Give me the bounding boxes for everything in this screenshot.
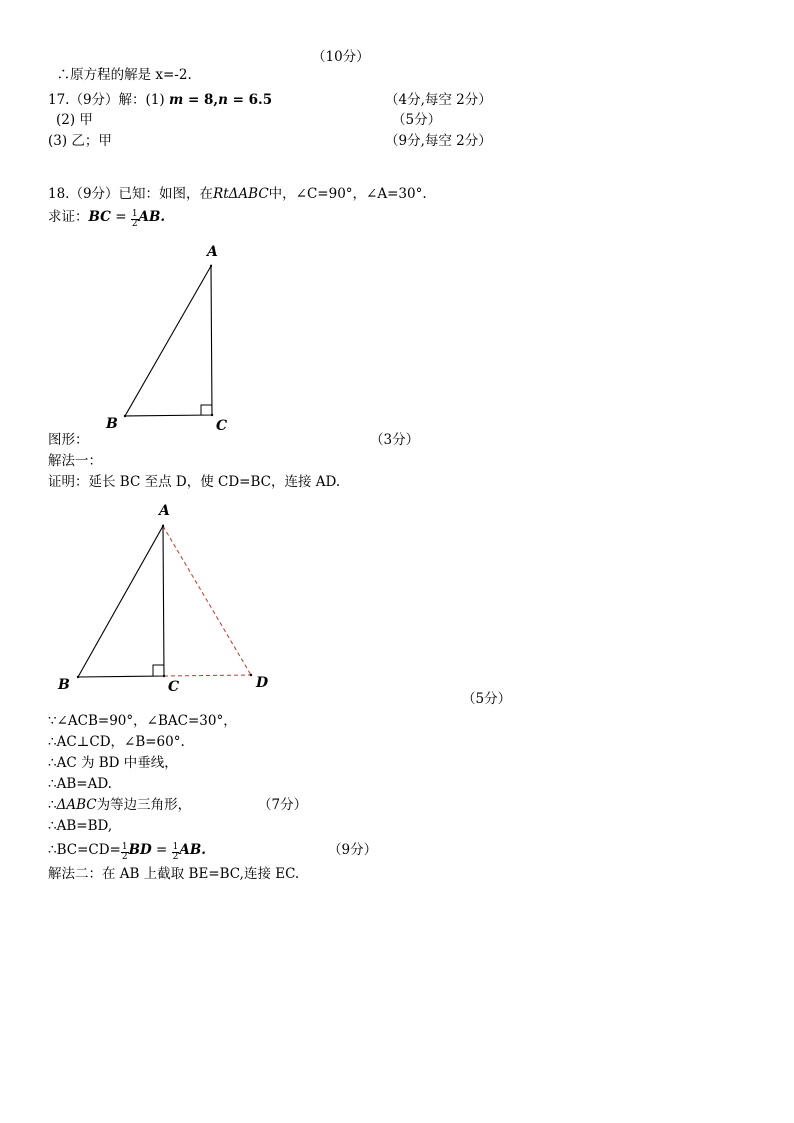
right-angle-mark-2 — [153, 665, 164, 676]
proof-line-3: ∴AC 为 BD 中垂线， — [48, 755, 178, 771]
q18-prove: 求证：BC = $\frac{1}{2}$ AB. — [48, 209, 166, 229]
proof-line-2: ∴AC⊥CD，∠B=60°. — [48, 734, 185, 750]
q17-answer: 17.（9分）解：(1) m = 8,n = 6.5 — [48, 92, 273, 108]
label-a-2: A — [159, 503, 170, 519]
dashed-cd — [164, 675, 251, 676]
proof-line-4: ∴AB=AD. — [48, 776, 112, 792]
score-9: （9分） — [328, 842, 378, 858]
dashed-ad — [163, 526, 251, 675]
figure-label: 图形： — [48, 432, 89, 448]
label-b: B — [106, 416, 118, 432]
q17-score-1: （4分,每空 2分） — [385, 92, 492, 108]
vertex-c-2 — [163, 675, 165, 677]
q18-given: 18.（9分）已知：如图，在RtΔABC中，∠C=90°，∠A=30°. — [48, 186, 427, 202]
figure-score: （3分） — [370, 432, 420, 448]
vertex-a-2 — [162, 525, 164, 527]
score-10: （10分） — [312, 49, 370, 65]
triangle-abc-2 — [78, 526, 164, 677]
label-c-2: C — [168, 679, 180, 695]
proof-line-6: ∴AB=BD, — [48, 818, 113, 834]
proof-construction: 证明：延长 BC 至点 D，使 CD=BC，连接 AD. — [48, 474, 341, 490]
proof-line-7: ∴BC=CD= $\frac{1}{2}$ BD = $\frac{1}{2}$ AB. — [48, 842, 206, 862]
label-c: C — [216, 418, 228, 434]
q17-part3: (3) 乙；甲 — [48, 133, 112, 149]
proof-line-5: ∴ΔABC为等边三角形， — [48, 797, 192, 813]
q17-part2: (2) 甲 — [56, 112, 93, 128]
figure2-score: （5分） — [462, 691, 512, 707]
label-a: A — [207, 244, 218, 260]
method-two: 解法二：在 AB 上截取 BE=BC,连接 EC. — [48, 866, 300, 882]
label-b-2: B — [58, 677, 70, 693]
fraction-half: $\frac{1}{2}$ — [131, 209, 138, 229]
score-7: （7分） — [258, 797, 308, 813]
label-d-2: D — [256, 675, 269, 691]
vertex-b-2 — [77, 676, 79, 678]
vertex-d-2 — [250, 674, 252, 676]
method-one: 解法一： — [48, 453, 102, 469]
fraction-half-1: $\frac{1}{2}$ — [121, 842, 128, 862]
conclusion-line: ∴原方程的解是 x=-2. — [56, 67, 192, 83]
q17-score-2: （5分） — [392, 112, 442, 128]
proof-line-1: ∵∠ACB=90°，∠BAC=30°， — [48, 713, 237, 729]
fraction-half-2: $\frac{1}{2}$ — [172, 842, 179, 862]
q17-score-3: （9分,每空 2分） — [385, 133, 492, 149]
